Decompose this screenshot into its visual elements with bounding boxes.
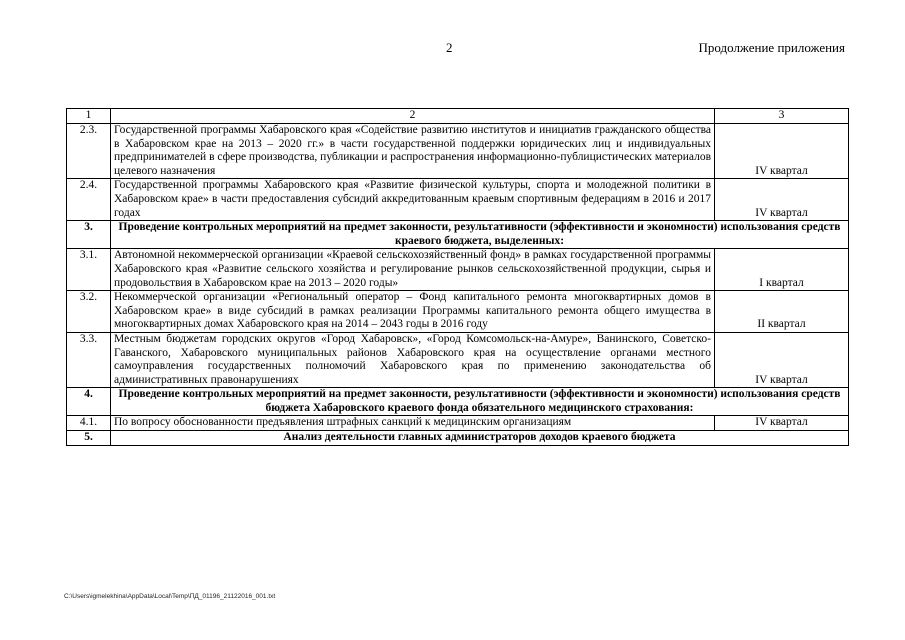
- section-number: 3.: [67, 221, 111, 249]
- row-term: II квартал: [715, 291, 849, 333]
- section-title: Проведение контрольных мероприятий на предмет законности, результативности (эффективности и экономности) использования средств краевого бюджета, выделенных:: [111, 221, 849, 249]
- row-text: Некоммерческой организации «Региональный оператор – Фонд капитального ремонта многоквартирных домов в Хабаровском крае» в виде субсидий в рамках реализации Программы капитального ремонта общего имущества в многоквартирных домах Хабаровского края на 2014 – 2043 годы в 2016 году: [111, 291, 715, 333]
- row-number: 4.1.: [67, 416, 111, 431]
- row-term: I квартал: [715, 249, 849, 291]
- table-row: [67, 249, 849, 291]
- table-row: [67, 416, 849, 431]
- column-header-1: 1: [67, 109, 111, 124]
- row-text: Автономной некоммерческой организации «Краевой сельскохозяйственный фонд» в рамках государственной программы Хабаровского края «Развитие сельского хозяйства и регулирование рынков сельскохозяйственной продукции, сырья и продовольствия в Хабаровском крае на 2013 – 2020 годы»: [111, 249, 715, 291]
- table-row: [67, 332, 849, 387]
- table-header-row: [67, 109, 849, 124]
- page-number: 2: [446, 40, 453, 55]
- row-number: 3.3.: [67, 332, 111, 387]
- row-number: 3.2.: [67, 291, 111, 333]
- section-row: [67, 431, 849, 446]
- row-term: IV квартал: [715, 179, 849, 221]
- row-term: IV квартал: [715, 332, 849, 387]
- row-text: Местным бюджетам городских округов «Город Хабаровск», «Город Комсомольск-на-Амуре», Ванинского, Советско-Гаванского, Хабаровского муниципальных районов Хабаровского края на осуществление органами местного самоуправления государственных полномочий Хабаровского края по применению законодательства об административных правонарушениях: [111, 332, 715, 387]
- table-row: [67, 291, 849, 333]
- row-text: Государственной программы Хабаровского края «Содействие развитию институтов и инициатив гражданского общества в Хабаровском крае на 2013 – 2020 гг.» в части государственной поддержки юридических лиц и индивидуальных предпринимателей в сфере производства, публикации и распространения информационно-публицистических материалов целевого назначения: [111, 124, 715, 179]
- plan-table: [66, 108, 849, 446]
- row-number: 3.1.: [67, 249, 111, 291]
- section-number: 5.: [67, 431, 111, 446]
- section-title: Анализ деятельности главных администраторов доходов краевого бюджета: [111, 431, 849, 446]
- section-row: [67, 388, 849, 416]
- section-row: [67, 221, 849, 249]
- row-term: IV квартал: [715, 124, 849, 179]
- column-header-2: 2: [111, 109, 715, 124]
- footer-file-path: C:\Users\igmelekhina\AppData\Local\Temp\ПД_01196_21122016_001.txt: [64, 593, 276, 600]
- row-text: Государственной программы Хабаровского края «Развитие физической культуры, спорта и молодежной политики в Хабаровском крае» в части предоставления субсидий аккредитованным краевым спортивным федерациям в 2016 и 2017 годах: [111, 179, 715, 221]
- row-number: 2.4.: [67, 179, 111, 221]
- row-term: IV квартал: [715, 416, 849, 431]
- column-header-3: 3: [715, 109, 849, 124]
- table-row: [67, 179, 849, 221]
- section-number: 4.: [67, 388, 111, 416]
- continuation-label: Продолжение приложения: [698, 40, 845, 55]
- table-row: [67, 124, 849, 179]
- row-text: По вопросу обоснованности предъявления штрафных санкций к медицинским организациям: [111, 416, 715, 431]
- section-title: Проведение контрольных мероприятий на предмет законности, результативности (эффективности и экономности) использования средств бюджета Хабаровского краевого фонда обязательного медицинского страхования:: [111, 388, 849, 416]
- row-number: 2.3.: [67, 124, 111, 179]
